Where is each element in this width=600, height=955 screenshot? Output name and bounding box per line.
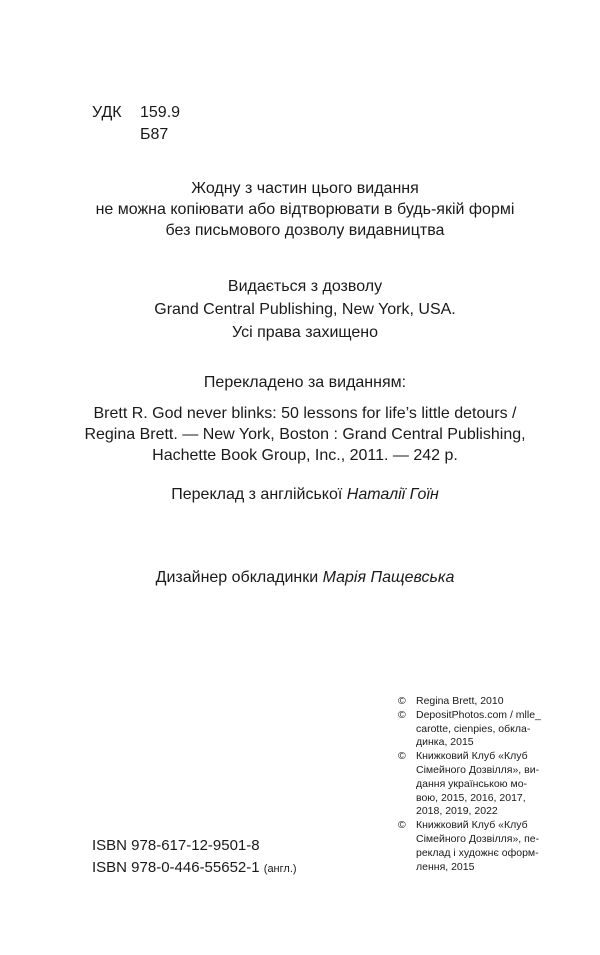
notice-line: без письмового дозволу видавництва — [165, 222, 445, 239]
citation-line: Hachette Book Group, Inc., 2011. — 242 p. — [152, 447, 458, 464]
publishing-permission — [40, 275, 570, 344]
permission-line: Усі права захищено — [231, 324, 378, 341]
copyright-line: carotte, cienpies, обкла- — [416, 722, 531, 735]
copyright-line: реклад і художнє оформ- — [416, 846, 539, 859]
rights-notice — [40, 178, 570, 241]
translator-prefix: Переклад з англійської — [171, 486, 343, 503]
original-edition-citation — [40, 403, 570, 466]
copyright-line: 2018, 2019, 2022 — [416, 805, 498, 818]
udc-code: 159.9 — [140, 104, 181, 121]
isbn-english-row — [92, 857, 297, 880]
copyright-entry — [398, 750, 558, 819]
isbn-english-suffix: (англ.) — [263, 863, 297, 875]
translator-name: Наталії Гоїн — [346, 486, 439, 503]
translator-credit — [40, 484, 570, 505]
permission-line: Grand Central Publishing, New York, USA. — [154, 301, 456, 318]
udc-row — [92, 102, 180, 124]
original-edition-heading — [40, 372, 570, 393]
copyright-symbol: © — [398, 708, 406, 721]
designer-name: Марія Пащевська — [322, 569, 455, 586]
designer-credit — [40, 567, 570, 588]
copyright-entry — [398, 695, 558, 709]
udc-label: УДК — [92, 104, 122, 121]
copyright-line: дання українською мо- — [416, 777, 528, 790]
copyright-line: DepositPhotos.com / mlle_ — [416, 708, 541, 721]
notice-line: Жодну з частин цього видання — [191, 180, 419, 197]
original-heading: Перекладено за виданням: — [203, 374, 407, 391]
isbn-block — [92, 835, 297, 880]
copyright-entry — [398, 709, 558, 750]
copyright-line: Regina Brett, 2010 — [416, 695, 504, 707]
copyright-symbol: © — [398, 819, 406, 832]
notice-line: не можна копіювати або відтворювати в будь-якій формі — [95, 201, 515, 218]
copyright-entry — [398, 819, 558, 874]
udc-classification — [92, 102, 180, 146]
isbn-english: ISBN 978-0-446-55652-1 — [92, 859, 260, 876]
copyright-symbol: © — [398, 695, 406, 707]
copyright-symbol: © — [398, 750, 406, 763]
copyright-line: динка, 2015 — [416, 736, 474, 749]
isbn-ukrainian: ISBN 978-617-12-9501-8 — [92, 837, 260, 854]
copyright-line: Книжковий Клуб «Клуб — [416, 750, 528, 763]
copyright-line: лення, 2015 — [416, 860, 475, 873]
copyright-line: Сімейного Дозвілля», пе- — [416, 832, 540, 845]
copyright-notices — [398, 695, 558, 874]
bbk-code: Б87 — [140, 126, 169, 143]
copyright-line: Книжковий Клуб «Клуб — [416, 819, 528, 832]
designer-prefix: Дизайнер обкладинки — [155, 569, 319, 586]
permission-line: Видається з дозволу — [227, 278, 383, 295]
copyright-line: вою, 2015, 2016, 2017, — [416, 791, 526, 804]
copyright-line: Сімейного Дозвілля», ви- — [416, 763, 540, 776]
citation-line: Brett R. God never blinks: 50 lessons for life’s little detours / — [93, 405, 517, 422]
citation-line: Regina Brett. — New York, Boston : Grand Central Publishing, — [84, 426, 526, 443]
bbk-row — [92, 124, 180, 146]
